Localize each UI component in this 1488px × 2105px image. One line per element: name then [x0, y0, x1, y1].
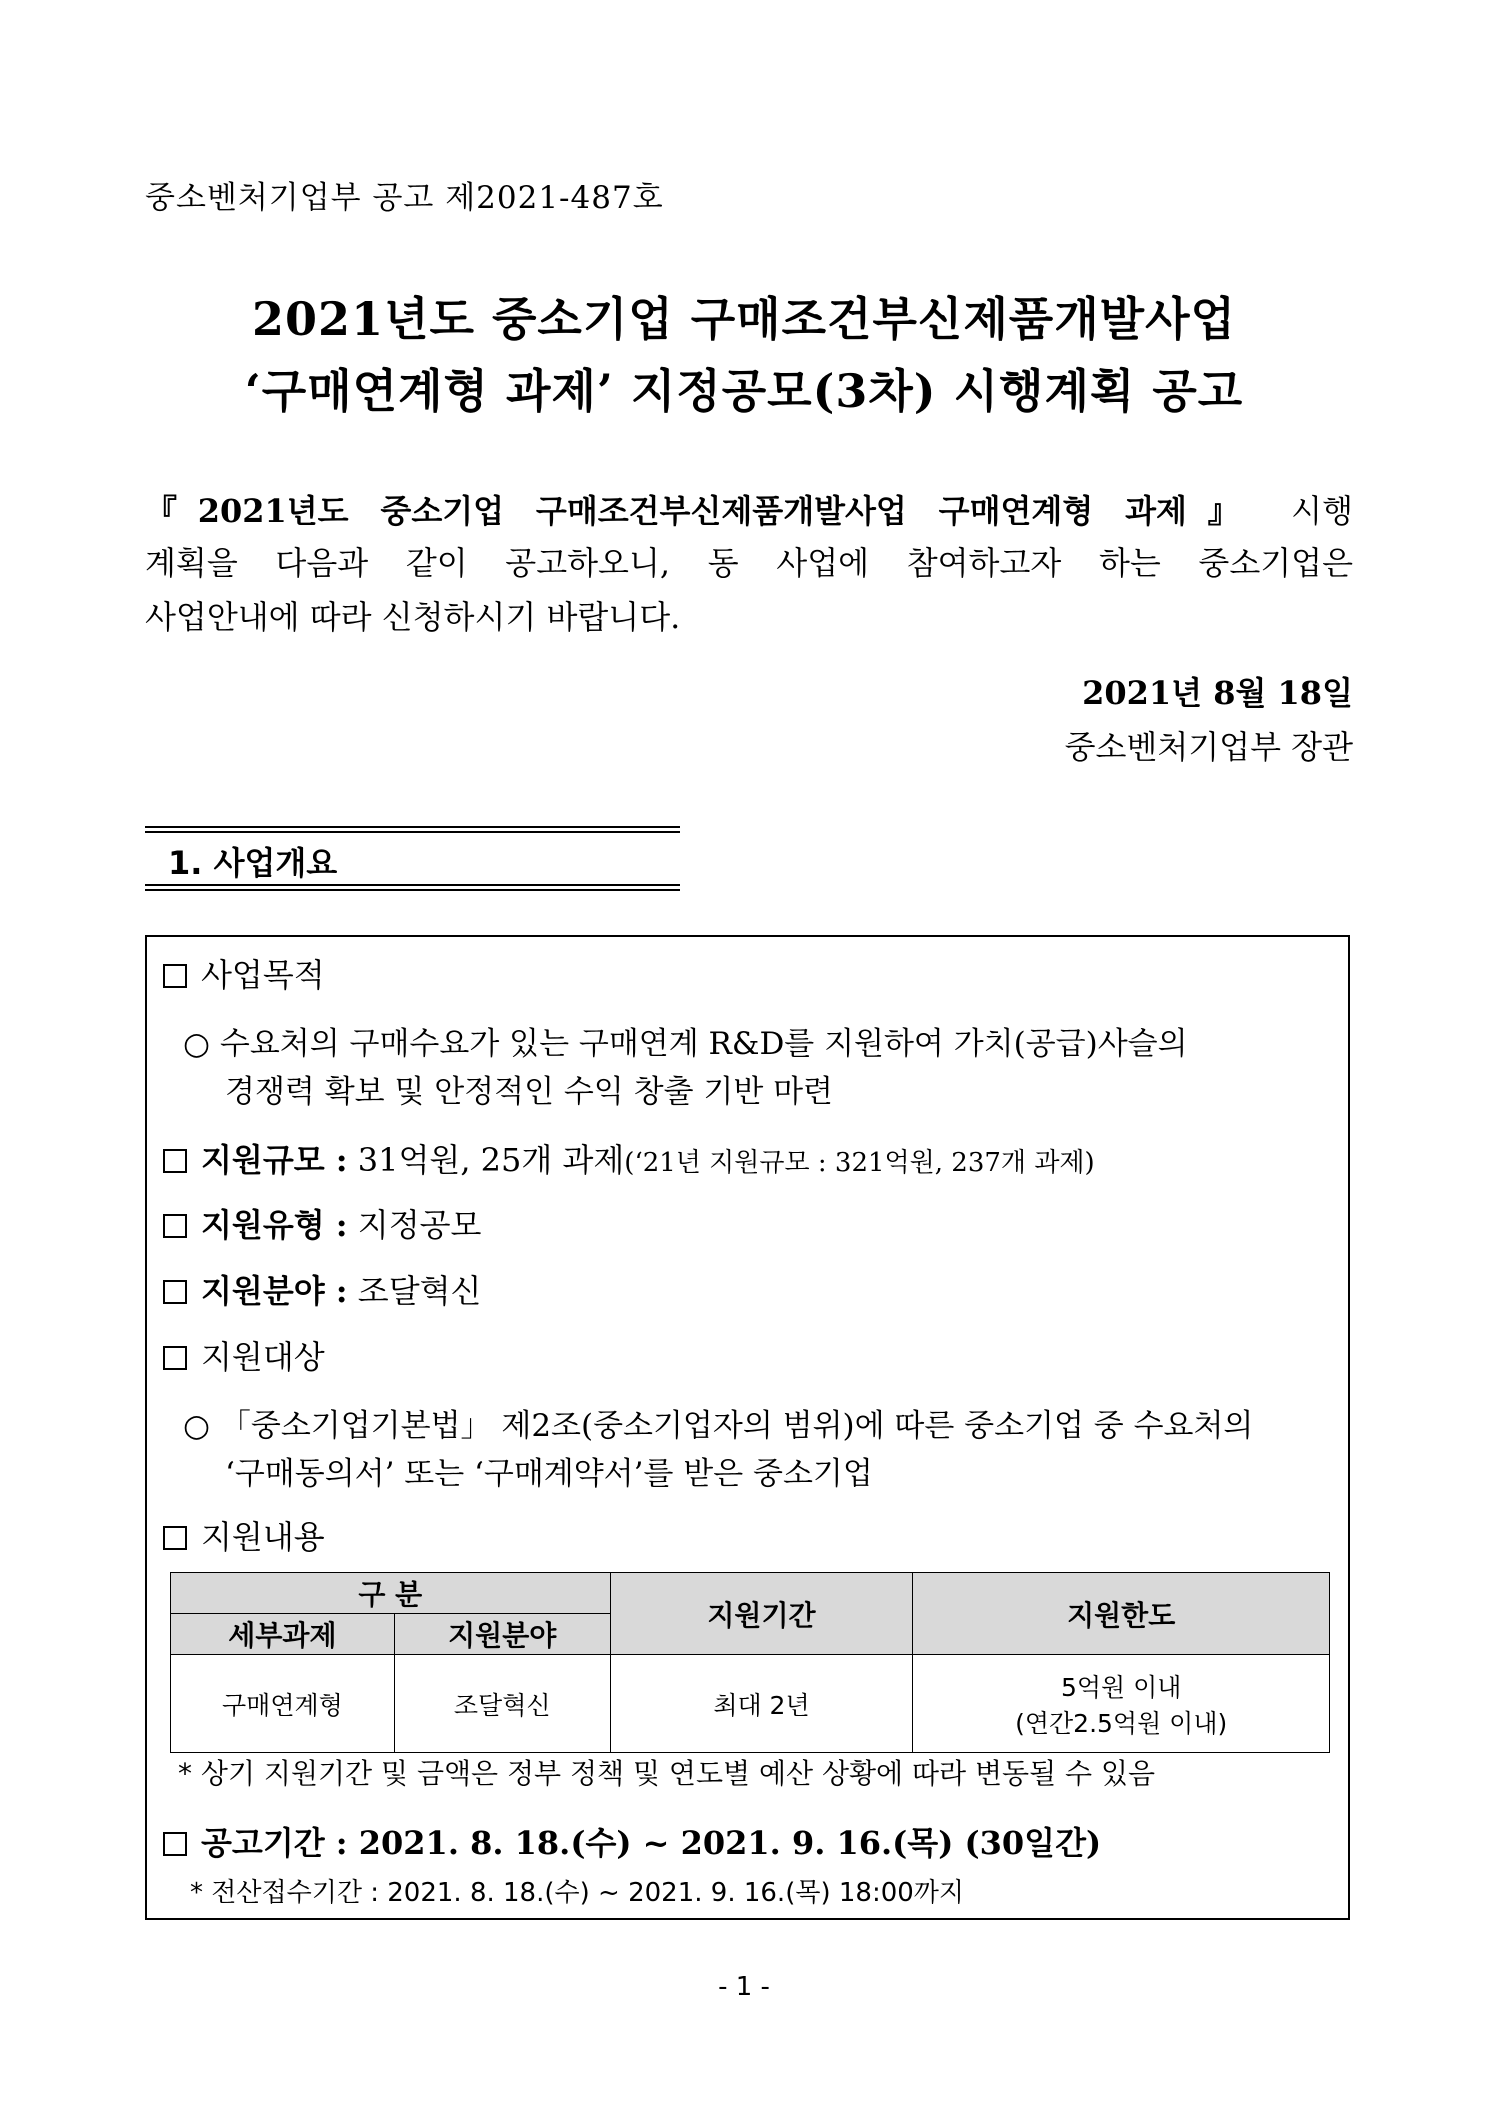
purpose-label: 사업목적: [201, 956, 325, 994]
title-line-1: 2021년도 중소기업 구매조건부신제품개발사업: [252, 292, 1236, 346]
intro-program-name: 『2021년도 중소기업 구매조건부신제품개발사업 구매연계형 과제』: [145, 492, 1261, 530]
header-group: 구 분: [171, 1573, 611, 1614]
checkbox-square-icon: [163, 1280, 187, 1304]
section-rule-bottom: [145, 884, 680, 886]
cell-limit-line-2: (연간2.5억원 이내): [1015, 1708, 1228, 1738]
notice-number: 중소벤처기업부 공고 제2021-487호: [145, 180, 664, 216]
header-field: 지원분야: [394, 1614, 610, 1655]
notice-date: 2021년 8월 18일: [1082, 674, 1353, 712]
content-label: 지원내용: [201, 1518, 325, 1556]
item-field: [163, 1266, 481, 1312]
header-period: 지원기간: [610, 1573, 913, 1655]
support-table: [170, 1572, 1330, 1753]
purpose-line-2: 경쟁력 확보 및 안정적인 수익 창출 기반 마련: [225, 1074, 834, 1110]
section-heading: 1. 사업개요: [168, 844, 338, 882]
target-line-1: ○ 「중소기업기본법」 제2조(중소기업자의 범위)에 따른 중소기업 중 수요처의: [183, 1408, 1254, 1444]
cell-limit-line-1: 5억원 이내: [1060, 1672, 1182, 1702]
item-content: [163, 1512, 325, 1558]
item-type: [163, 1200, 481, 1246]
table-row: [171, 1655, 1330, 1753]
field-label: 지원분야 :: [201, 1272, 348, 1310]
target-line-2: ‘구매동의서’ 또는 ‘구매계약서’를 받은 중소기업: [225, 1456, 873, 1492]
item-period: [163, 1818, 1101, 1864]
checkbox-square-icon: [163, 1149, 187, 1173]
scale-note: (‘21년 지원규모 : 321억원, 237개 과제): [624, 1148, 1095, 1178]
checkbox-square-icon: [163, 1214, 187, 1238]
target-label: 지원대상: [201, 1338, 325, 1376]
type-label: 지원유형 :: [201, 1206, 348, 1244]
checkbox-square-icon: [163, 1832, 187, 1856]
section-rule-bottom-inner: [145, 889, 680, 891]
type-value: 지정공모: [347, 1206, 482, 1244]
item-purpose: [163, 950, 325, 996]
scale-label: 지원규모 :: [201, 1141, 348, 1179]
cell-field: 조달혁신: [394, 1655, 610, 1753]
checkbox-square-icon: [163, 1346, 187, 1370]
cell-period: 최대 2년: [610, 1655, 913, 1753]
page-number: - 1 -: [718, 1972, 770, 2002]
header-limit: 지원한도: [913, 1573, 1330, 1655]
header-subtask: 세부과제: [171, 1614, 395, 1655]
period-label: 공고기간 :: [201, 1824, 348, 1862]
field-value: 조달혁신: [347, 1272, 482, 1310]
intro-line-3: 사업안내에 따라 신청하시기 바랍니다.: [145, 598, 681, 636]
period-note: * 전산접수기간 : 2021. 8. 18.(수) ~ 2021. 9. 16.(목) 18:00까지: [190, 1878, 965, 1908]
item-target: [163, 1332, 325, 1378]
purpose-line-1: ○ 수요처의 구매수요가 있는 구매연계 R&D를 지원하여 가치(공급)사슬의: [183, 1026, 1188, 1062]
issuer: 중소벤처기업부 장관: [1064, 728, 1353, 766]
period-value: 2021. 8. 18.(수) ~ 2021. 9. 16.(목) (30일간): [347, 1824, 1102, 1862]
intro-line-2: 계획을 다음과 같이 공고하오니, 동 사업에 참여하고자 하는 중소기업은: [145, 544, 1353, 582]
section-rule-top-inner: [145, 831, 680, 833]
table-note: * 상기 지원기간 및 금액은 정부 정책 및 연도별 예산 상황에 따라 변동될 수 있음: [178, 1757, 1156, 1790]
section-rule-top: [145, 826, 680, 828]
scale-value: 31억원, 25개 과제: [347, 1141, 625, 1179]
cell-subtask: 구매연계형: [171, 1655, 395, 1753]
item-scale: [163, 1135, 1095, 1181]
intro-line-1: [145, 486, 1353, 532]
checkbox-square-icon: [163, 964, 187, 988]
intro-line-1-rest: 시행: [1260, 492, 1353, 530]
cell-limit: [913, 1655, 1330, 1753]
title-line-2: ‘구매연계형 과제’ 지정공모(3차) 시행계획 공고: [244, 364, 1244, 418]
checkbox-square-icon: [163, 1526, 187, 1550]
